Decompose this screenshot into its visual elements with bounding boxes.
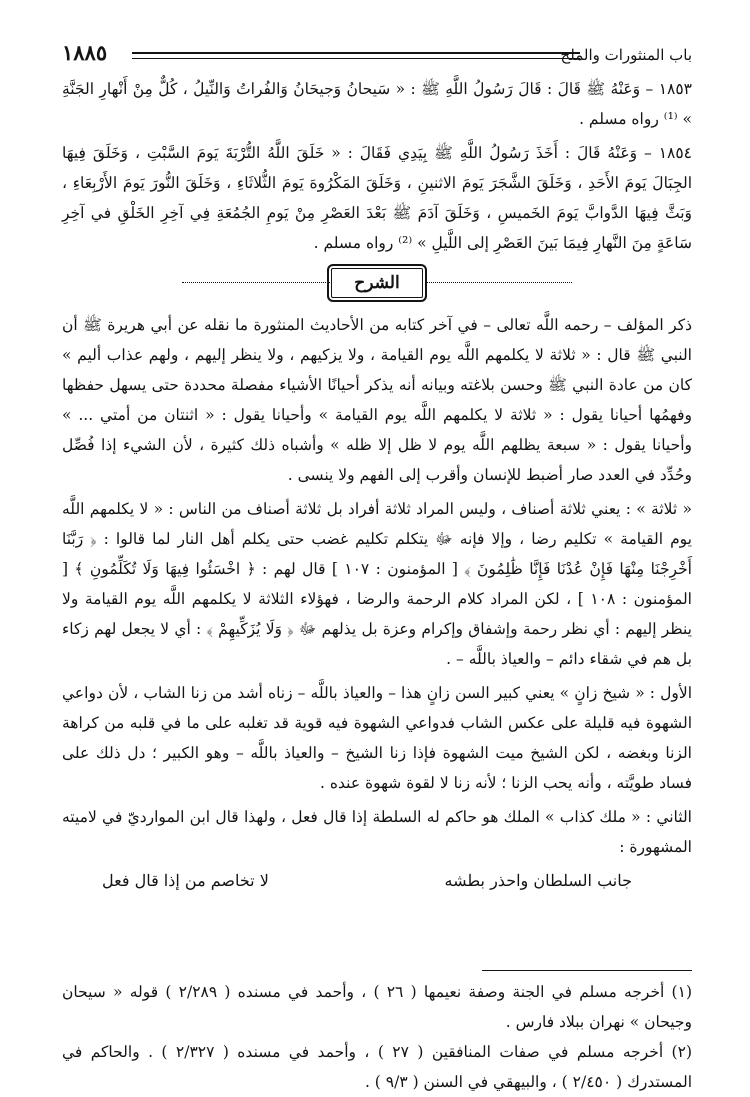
footnote-rule <box>482 970 692 971</box>
hadith-1853: ١٨٥٣ – وَعَنْهُ ﷺ قَالَ : قَالَ رَسُولُ اللَّهِ ﷺ : « سَيحانُ وَجيحَانُ وَالفُراتُ وَالنِّيلُ ، كُلٌّ مِنْ أَنْهارِ الجَنَّةِ » ⁽¹⁾ رواه مسلم . <box>62 80 692 128</box>
ornament-line-right <box>422 282 572 283</box>
footnotes <box>62 970 692 1097</box>
sharh-heading <box>62 262 692 304</box>
commentary-paragraph: ذكر المؤلف – رحمه اللَّه تعالى – في آخر كتابه من الأحاديث المنثورة ما نقله عن أبي هريرة ﷺ أن النبي ﷺ قال : « ثلاثة لا يكلمهم اللَّه يوم القيامة ، ولا يزكيهم ، ولا ينظر إليهم ، ولهم عذاب أليم » كان من عادة النبي ﷺ وحسن بلاغته وبيانه أنه يذكر أحيانًا الأشياء مفصلة محددة حتى يسهل حفظها وفهمُها أحيانا يقول : « ثلاثة لا يكلمهم اللَّه يوم القيامة » وأحيانا يقول : « اثنتان من أمتي ... » وأحيانا يقول : « سبعة يظلهم اللَّه يوم لا ظل إلا ظله » وأشباه ذلك كثيرة ، لأن الشيء إذا فُصِّل وحُدِّد في العدد صار أضبط للإنسان وأقرب إلى الفهم ولا ينسى . <box>62 316 692 484</box>
commentary-paragraph: الثاني : « ملك كذاب » الملك هو حاكم له السلطة إذا قال فعل ، ولهذا قال ابن الموارديّ في لاميته المشهورة : <box>62 808 692 856</box>
ornament-line-left <box>182 282 332 283</box>
footnote-1: (١) أخرجه مسلم في الجنة وصفة نعيمها ( ٢٦ ) ، وأحمد في مسنده ( ٢/٢٨٩ ) قوله « سيحان وجيحان » نهران ببلاد فارس . <box>62 983 692 1031</box>
header-rule <box>132 52 580 59</box>
sharh-title: الشرح <box>327 264 427 302</box>
commentary-paragraph: الأول : « شيخ زانٍ » يعني كبير السن زانٍ هذا – والعياذ باللَّه – زناه أشد من زنا الشاب ، لأن دواعي الشهوة فيه قليلة على عكس الشاب فدواعي الشهوة فيه قوية قد تغلبه على ما في قلبه من كراهة الزنا وبغضه ، لكن الشيخ ميت الشهوة فإذا زنا الشيخ – والعياذ باللَّه – وهو الكبير ؛ دل ذلك على فساد طويَّته ، وأنه يحب الزنا ؛ لأنه زنا لا لقوة شهوة عنده . <box>62 684 692 792</box>
chapter-title: باب المنثورات والملح <box>560 46 692 64</box>
hadith-1854: ١٨٥٤ – وَعَنْهُ قَالَ : أَخَذَ رَسُولُ اللَّهِ ﷺ بِيَدِي فَقَالَ : « خَلَقَ اللَّهُ التُّرْبَةَ يَومَ السَّبْتِ ، وَخَلَقَ فِيهَا الجِبَالَ يَومَ الأَحَدِ ، وَخَلَقَ الشَّجَرَ يَومَ الاثنينِ ، وَخَلَقَ المَكْرُوهَ يَومَ الثُّلاثَاءِ ، وَخَلَقَ النُّورَ يَومَ الأَرْبِعَاءِ ، وَبَثَّ فِيهَا الدَّوابَّ يَومَ الخَميسِ ، وَخَلَقَ آدَمَ ﷺ بَعْدَ العَصْرِ مِنْ يَومِ الجُمُعَةِ فِي آخِرِ الخَلْقِ في آخِرِ سَاعَةٍ مِنَ النَّهارِ فِيمَا بَينَ العَصْرِ إلى اللَّيلِ » ⁽²⁾ رواه مسلم . <box>62 144 692 252</box>
footnote-2: (٢) أخرجه مسلم في صفات المنافقين ( ٢٧ ) ، وأحمد في مسنده ( ٢/٣٢٧ ) . والحاكم في المستدرك ( ٢/٤٥٠ ) ، والبيهقي في السنن ( ٩/٣ ) . <box>62 1043 693 1091</box>
poem-first-hemistich: جانب السلطان واحذر بطشه <box>444 871 632 890</box>
poem-verse <box>62 862 692 896</box>
page-number: ١٨٨٥ <box>62 40 108 65</box>
poem-second-hemistich: لا تخاصم من إذا قال فعل <box>102 871 269 890</box>
commentary-paragraph: « ثلاثة » : يعني ثلاثة أصناف ، وليس المراد ثلاثة أفراد بل ثلاثة أصناف من الناس : « لا يكلمهم اللَّه يوم القيامة » تكليم رضا ، وإلا فإنه ﷻ يتكلم تكليم غضب حتى يكلم أهل النار لما قالوا : ﴿ رَبَّنَا أَخْرِجْنَا مِنْهَا فَإِنْ عُدْنَا فَإِنَّا ظَٰلِمُونَ ﴾ [ المؤمنون : ١٠٧ ] قال لهم : ﴿ اخْسَئُوا فِيهَا وَلَا تُكَلِّمُونِ ﴾ [ المؤمنون : ١٠٨ ] ، لكن المراد كلام الرحمة والرضا ، فهؤلاء الثلاثة لا يكلمهم اللَّه يوم القيامة ولا ينظر إليهم : أي نظر رحمة وإشفاق وإكرام وعزة بل يذلهم ﷻ ﴿ وَلَا يُزَكِّيهِمْ ﴾ : أي لا يجعل لهم زكاء بل هم في شقاء دائم – والعياذ باللَّه – . <box>62 500 692 668</box>
page-header <box>62 32 692 72</box>
